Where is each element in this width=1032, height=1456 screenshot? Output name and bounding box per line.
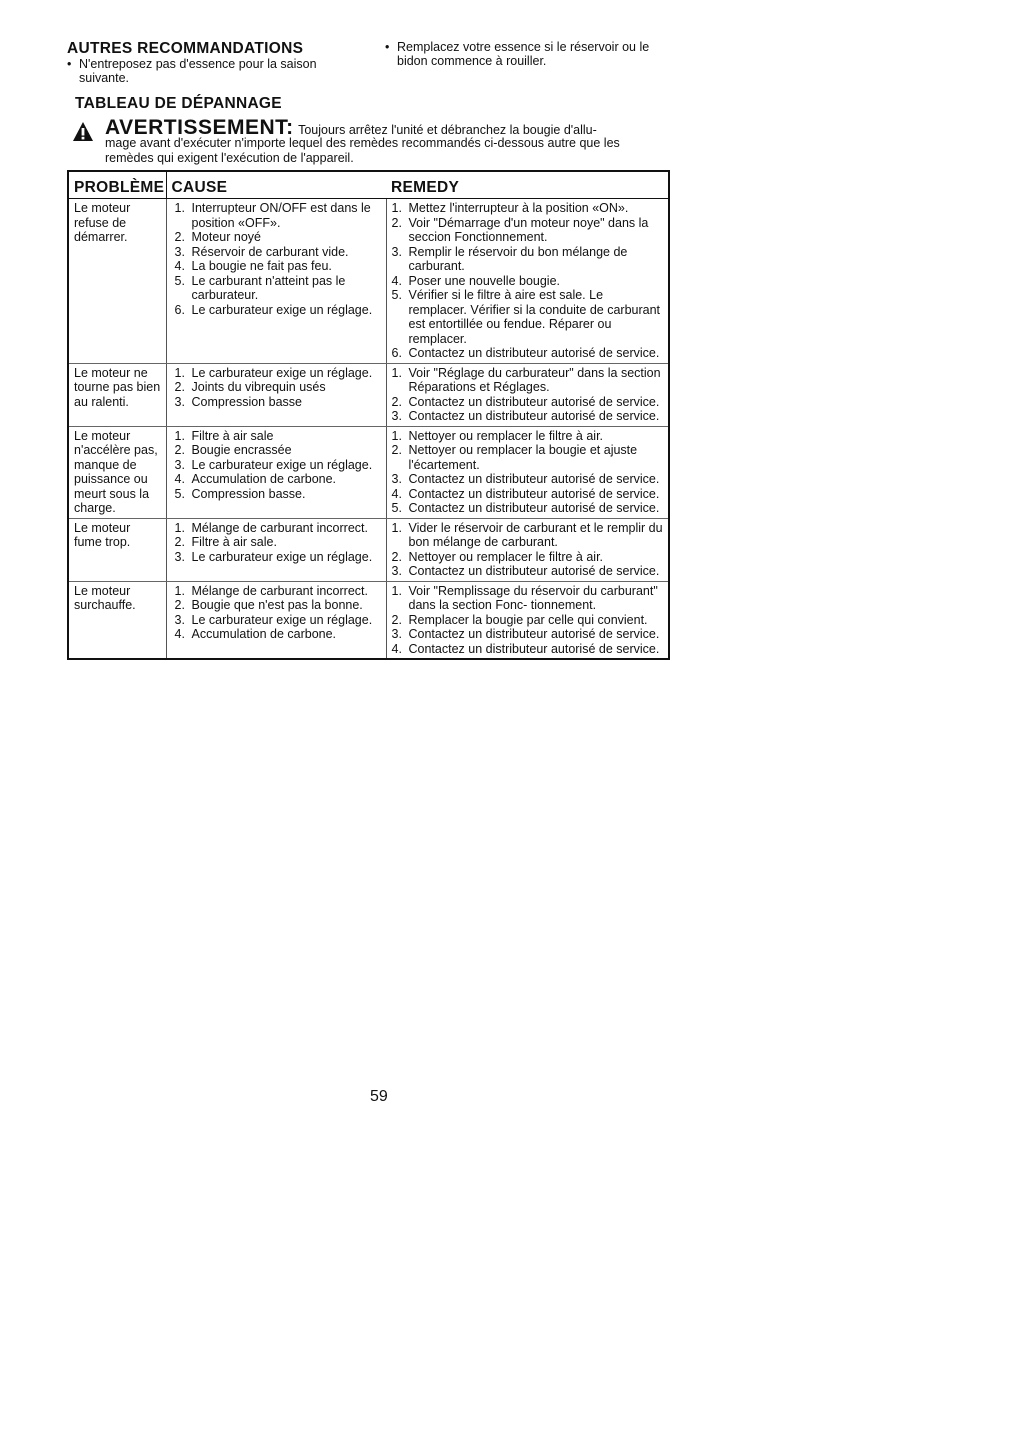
remedy-item-number: 3. (391, 472, 402, 486)
remedy-cell (386, 518, 669, 581)
remedy-item (392, 366, 665, 395)
remedy-cell (386, 199, 669, 364)
cause-item-text: Le carburateur exige un réglage. (191, 612, 373, 627)
remedy-item (392, 245, 665, 274)
remedy-item (392, 346, 665, 361)
cause-item-text: Compression basse (191, 394, 302, 409)
remedy-item-number: 1. (391, 365, 402, 380)
remedy-item (392, 443, 665, 472)
remedy-item-text: Nettoyer ou remplacer le filtre à air. (408, 428, 604, 443)
remedy-item-text: Vérifier si le filtre à aire est sale. Le remplacer. Vérifier si la conduite de carburant est entortillée ou fendue. Réparer ou remplacer. (408, 288, 661, 346)
cause-item-number: 1. (174, 428, 185, 443)
remedy-item-text: Contactez un distributeur autorisé de service. (408, 472, 660, 486)
cause-item-text: Le carburateur exige un réglage. (191, 549, 373, 564)
cause-cell (166, 581, 386, 659)
bullet-symbol: • (385, 40, 390, 54)
header-problem: PROBLÈME (68, 171, 166, 199)
cause-item (175, 521, 382, 536)
problem-cell: Le moteur n'accélère pas, manque de puissance ou meurt sous la charge. (68, 426, 166, 518)
remedy-item-text: Contactez un distributeur autorisé de service. (408, 627, 660, 641)
problem-cell: Le moteur refuse de démarrer. (68, 199, 166, 364)
cause-item-text: Joints du vibrequin usés (191, 380, 326, 394)
cause-cell (166, 426, 386, 518)
cause-item-text: Le carburateur exige un réglage. (191, 365, 373, 380)
remedy-item (392, 642, 665, 657)
cause-item (175, 627, 382, 642)
remedy-item-text: Contactez un distributeur autorisé de service. (408, 486, 660, 501)
cause-item (175, 259, 382, 274)
cause-item-number: 2. (174, 535, 185, 549)
remedy-item-text: Nettoyer ou remplacer la bougie et ajuste l'écartement. (408, 443, 638, 472)
problem-cell: Le moteur fume trop. (68, 518, 166, 581)
cause-item-number: 3. (174, 244, 185, 259)
remedy-item-number: 3. (391, 564, 402, 578)
remedy-item-number: 3. (391, 409, 402, 423)
problem-cell: Le moteur surchauffe. (68, 581, 166, 659)
bullet-text: N'entreposez pas d'essence pour la saison suivante. (79, 57, 317, 85)
bullet-item (67, 57, 367, 85)
cause-item-number: 2. (174, 230, 185, 244)
cause-item-number: 3. (174, 549, 185, 564)
remedy-item-number: 2. (391, 215, 402, 230)
remedy-item-text: Poser une nouvelle bougie. (408, 273, 561, 288)
cause-item (175, 598, 382, 613)
remedy-item-number: 4. (391, 486, 402, 501)
bullet-text: Remplacez votre essence si le réservoir ou le bidon commence à rouiller. (397, 40, 650, 68)
cause-item-text: Interrupteur ON/OFF est dans le position «OFF». (191, 201, 371, 230)
remedy-item-number: 5. (391, 501, 402, 515)
remedy-item-number: 2. (391, 549, 402, 564)
cause-cell (166, 363, 386, 426)
remedy-item-text: Voir "Réglage du carburateur" dans la section Réparations et Réglages. (408, 365, 661, 394)
cause-item-number: 4. (174, 472, 185, 486)
remedy-item (392, 584, 665, 613)
cause-item (175, 230, 382, 245)
remedy-item (392, 429, 665, 444)
cause-item (175, 245, 382, 260)
remedy-cell (386, 581, 669, 659)
remedy-item-text: Voir "Démarrage d'un moteur noye" dans la seccion Fonctionnement. (408, 215, 649, 244)
remedy-item (392, 564, 665, 579)
remedy-cell (386, 426, 669, 518)
remedy-item-number: 4. (391, 641, 402, 656)
cause-cell (166, 518, 386, 581)
table-row (68, 363, 669, 426)
warning-text-line1: Toujours arrêtez l'unité et débranchez la bougie d'allu- (298, 123, 597, 137)
cause-item-text: Bougie encrassée (191, 443, 292, 457)
warning-triangle-icon (72, 121, 94, 143)
bullet-symbol: • (67, 57, 72, 71)
table-row (68, 518, 669, 581)
remedy-item-number: 3. (391, 627, 402, 641)
cause-item-number: 2. (174, 443, 185, 457)
header-cause: CAUSE (166, 171, 386, 199)
remedy-item-number: 6. (391, 346, 402, 360)
cause-item (175, 535, 382, 550)
autres-recommandations-right (385, 40, 680, 68)
cause-item (175, 613, 382, 628)
remedy-item-number: 2. (391, 394, 402, 409)
remedy-item-text: Voir "Remplissage du réservoir du carburant" dans la section Fonc- tionnement. (408, 583, 658, 612)
cause-item-text: Filtre à air sale (191, 428, 274, 443)
remedy-item (392, 395, 665, 410)
remedy-item-text: Contactez un distributeur autorisé de service. (408, 346, 660, 360)
cause-item-text: Le carburateur exige un réglage. (191, 302, 373, 317)
cause-item-number: 4. (174, 627, 185, 641)
warning-heading: AVERTISSEMENT: (105, 116, 294, 139)
cause-item-number: 1. (174, 583, 185, 598)
remedy-item-number: 5. (391, 288, 402, 302)
remedy-item (392, 472, 665, 487)
remedy-cell (386, 363, 669, 426)
remedy-item-text: Nettoyer ou remplacer le filtre à air. (408, 549, 604, 564)
page-number: 59 (370, 1088, 388, 1105)
cause-item-number: 1. (174, 365, 185, 380)
remedy-item (392, 613, 665, 628)
header-remedy: REMEDY (386, 171, 669, 199)
cause-item-text: La bougie ne fait pas feu. (191, 259, 332, 273)
remedy-item (392, 288, 665, 346)
remedy-item-text: Contactez un distributeur autorisé de service. (408, 394, 660, 409)
cause-item-number: 4. (174, 259, 185, 273)
warning-text-rest: mage avant d'exécuter n'importe lequel des remèdes recommandés ci-dessous autre que les remèdes qui exigent l'exécution de l'appareil. (105, 136, 620, 165)
cause-item-text: Filtre à air sale. (191, 535, 277, 549)
cause-cell (166, 199, 386, 364)
remedy-item-number: 1. (391, 428, 402, 443)
tableau-title: TABLEAU DE DÉPANNAGE (75, 95, 282, 112)
remedy-item (392, 521, 665, 550)
autres-recommandations-title: AUTRES RECOMMANDATIONS (67, 40, 304, 57)
cause-item-number: 1. (174, 520, 185, 535)
cause-item-text: Accumulation de carbone. (191, 472, 337, 486)
cause-item (175, 443, 382, 458)
cause-item-text: Réservoir de carburant vide. (191, 244, 349, 259)
bullet-item (385, 40, 680, 68)
remedy-item-text: Contactez un distributeur autorisé de service. (408, 564, 660, 578)
cause-item-text: Le carburant n'atteint pas le carburateur. (191, 273, 346, 302)
remedy-item-number: 2. (391, 443, 402, 457)
table-row (68, 199, 669, 364)
remedy-item (392, 627, 665, 642)
autres-recommandations-section (67, 40, 367, 85)
cause-item-text: Accumulation de carbone. (191, 627, 337, 641)
cause-item-number: 2. (174, 380, 185, 394)
remedy-item (392, 201, 665, 216)
remedy-item-number: 1. (391, 520, 402, 535)
remedy-item-text: Mettez l'interrupteur à la position «ON». (408, 201, 629, 215)
cause-item (175, 366, 382, 381)
table-body (68, 199, 669, 660)
problem-cell: Le moteur ne tourne pas bien au ralenti. (68, 363, 166, 426)
remedy-item-text: Contactez un distributeur autorisé de service. (408, 501, 660, 515)
remedy-item-text: Vider le réservoir de carburant et le remplir du bon mélange de carburant. (408, 520, 663, 549)
remedy-item (392, 409, 665, 424)
cause-item-number: 1. (174, 201, 185, 215)
cause-item-text: Bougie que n'est pas la bonne. (191, 598, 363, 612)
cause-item-text: Le carburateur exige un réglage. (191, 457, 373, 472)
remedy-item (392, 550, 665, 565)
remedy-item-number: 2. (391, 612, 402, 627)
cause-item-number: 5. (174, 273, 185, 288)
cause-item-number: 3. (174, 457, 185, 472)
cause-item (175, 472, 382, 487)
cause-item-number: 2. (174, 598, 185, 612)
remedy-item-number: 3. (391, 244, 402, 259)
cause-item (175, 380, 382, 395)
remedy-item-number: 1. (391, 583, 402, 598)
remedy-item-text: Contactez un distributeur autorisé de service. (408, 641, 660, 656)
cause-item (175, 303, 382, 318)
remedy-item (392, 501, 665, 516)
cause-item-number: 5. (174, 486, 185, 501)
remedy-item-text: Contactez un distributeur autorisé de service. (408, 409, 660, 423)
cause-item-number: 3. (174, 394, 185, 409)
cause-item-number: 6. (174, 302, 185, 317)
cause-item-text: Compression basse. (191, 486, 306, 501)
cause-item (175, 395, 382, 410)
table-row (68, 426, 669, 518)
remedy-item (392, 274, 665, 289)
table-header-row (68, 171, 669, 199)
cause-item (175, 429, 382, 444)
remedy-item-text: Remplir le réservoir du bon mélange de carburant. (408, 244, 628, 273)
remedy-item-number: 1. (391, 201, 402, 215)
troubleshooting-table (67, 170, 670, 660)
remedy-item (392, 216, 665, 245)
cause-item (175, 550, 382, 565)
remedy-item (392, 487, 665, 502)
remedy-item-text: Remplacer la bougie par celle qui convient. (408, 612, 648, 627)
cause-item (175, 201, 382, 230)
cause-item-text: Mélange de carburant incorrect. (191, 583, 368, 598)
remedy-item-number: 4. (391, 273, 402, 288)
cause-item (175, 487, 382, 502)
cause-item-text: Moteur noyé (191, 230, 261, 244)
cause-item (175, 584, 382, 599)
cause-item (175, 274, 382, 303)
cause-item-number: 3. (174, 612, 185, 627)
table-row (68, 581, 669, 659)
cause-item-text: Mélange de carburant incorrect. (191, 520, 368, 535)
cause-item (175, 458, 382, 473)
